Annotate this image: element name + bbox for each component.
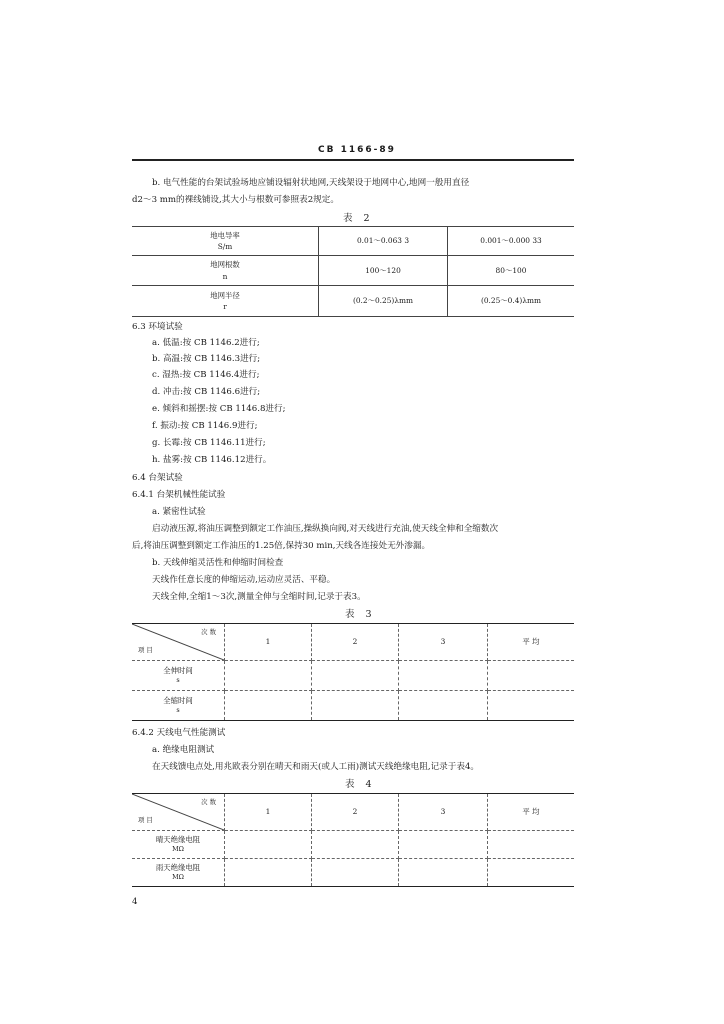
table4-row-unit: MΩ [172, 873, 184, 882]
table4-col-header: 1 [225, 794, 312, 831]
header-rule [132, 159, 574, 161]
table3-corner-bottom: 项 目 [138, 646, 153, 655]
section-6-4-2-a-line: 在天线馈电点处,用兆欧表分别在晴天和雨天(或人工雨)测试天线绝缘电阻,记录于表4。 [152, 762, 480, 772]
table3-row-unit: s [176, 676, 180, 685]
table-row [132, 794, 574, 831]
table3 [132, 623, 574, 721]
table4-corner-top: 次 数 [201, 798, 216, 806]
table3-data-cell [225, 661, 312, 691]
section-6-4-2-title: 6.4.2 天线电气性能测试 [132, 728, 226, 738]
table3-data-cell [399, 691, 488, 721]
table3-data-cell [488, 691, 575, 721]
table3-data-cell [312, 661, 399, 691]
table4-col-header: 3 [399, 794, 488, 831]
section-6-3-item-a: a. 低温:按 CB 1146.2进行; [152, 338, 260, 348]
section-6-4-1-a-line2: 后,将油压调整到额定工作油压的1.25倍,保持30 min,天线各连接处无外渗漏。 [132, 541, 431, 551]
page-number: 4 [132, 897, 138, 907]
table2-value-cell: 0.001～0.000 33 [448, 227, 575, 256]
table4-row-label-cell [132, 859, 225, 887]
table2-value-cell: 100～120 [319, 256, 448, 286]
paragraph-b-line2: d2～3 mm的裸线铺设,其大小与根数可参照表2规定。 [132, 195, 339, 205]
table-row [132, 227, 574, 256]
table4-corner-cell [132, 794, 225, 831]
table2-row-unit: n [222, 271, 228, 281]
section-6-3-item-h: h. 盐雾:按 CB 1146.12进行。 [152, 455, 272, 465]
table3-data-cell [312, 691, 399, 721]
table2-label-cell [132, 227, 319, 256]
table3-col-header: 1 [225, 624, 312, 661]
table3-row-label-cell [132, 661, 225, 691]
table3-data-cell [399, 661, 488, 691]
section-6-3-item-d: d. 冲击:按 CB 1146.6进行; [152, 387, 261, 397]
section-6-3-title: 6.3 环境试验 [132, 322, 183, 332]
table3-col-header: 平 均 [488, 624, 575, 661]
paragraph-b-line1: b. 电气性能的台架试验场地应铺设辐射状地网,天线架设于地网中心,地网一般用直径 [152, 178, 470, 188]
table4-data-cell [312, 859, 399, 887]
table4-data-cell [312, 831, 399, 859]
table-row [132, 256, 574, 286]
table3-row-label: 全缩时间 [163, 696, 193, 706]
table3-caption: 表 3 [345, 609, 376, 620]
table3-row-label: 全伸时间 [163, 666, 193, 676]
table2-row-unit: S/m [217, 242, 233, 251]
table4-row-unit: MΩ [172, 845, 184, 854]
standard-code: CB 1166-89 [318, 145, 396, 155]
table3-corner-cell [132, 624, 225, 661]
table4-row-label: 晴天绝缘电阻 [155, 835, 201, 845]
section-6-4-1-title: 6.4.1 台架机械性能试验 [132, 490, 226, 500]
table-row [132, 691, 574, 721]
section-6-4-1-b-line1: 天线作任意长度的伸缩运动,运动应灵活、平稳。 [152, 575, 336, 585]
table3-corner-top: 次 数 [201, 628, 216, 636]
table3-data-cell [488, 661, 575, 691]
table-row [132, 624, 574, 661]
table4-data-cell [225, 859, 312, 887]
table4-data-cell [225, 831, 312, 859]
table4 [132, 793, 574, 887]
table4-col-header: 平 均 [488, 794, 575, 831]
section-6-3-item-b: b. 高温:按 CB 1146.3进行; [152, 354, 261, 364]
section-6-3-item-e: e. 倾斜和摇摆:按 CB 1146.8进行; [152, 404, 286, 414]
table3-data-cell [225, 691, 312, 721]
section-6-4-1-b-line2: 天线全伸,全缩1～3次,测量全伸与全缩时间,记录于表3。 [152, 592, 366, 602]
section-6-4-1-b-title: b. 天线伸缩灵活性和伸缩时间检查 [152, 558, 284, 568]
section-6-3-item-g: g. 长霉:按 CB 1146.11进行; [152, 438, 266, 448]
section-6-4-1-a-title: a. 紧密性试验 [152, 507, 206, 517]
table2-row-label: 地电导率 [210, 230, 240, 240]
table-row [132, 286, 574, 317]
table2-caption: 表 2 [343, 213, 374, 224]
section-6-3-item-f: f. 振动:按 CB 1146.9进行; [152, 421, 258, 431]
table4-data-cell [488, 831, 575, 859]
table2-row-label: 地网半径 [210, 290, 240, 300]
table4-caption: 表 4 [345, 779, 376, 790]
table2-value-cell: (0.2～0.25)λmm [319, 286, 448, 317]
table2 [132, 226, 574, 317]
table2-value-cell: 0.01～0.063 3 [319, 227, 448, 256]
table2-row-unit: r [223, 302, 227, 311]
table3-col-header: 2 [312, 624, 399, 661]
section-6-4-2-a-title: a. 绝缘电阻测试 [152, 745, 215, 755]
table2-row-label: 地网根数 [210, 260, 240, 270]
table4-row-label-cell [132, 831, 225, 859]
table3-row-unit: s [176, 706, 180, 715]
table4-corner-bottom: 项 目 [138, 816, 153, 825]
section-6-3-item-c: c. 湿热:按 CB 1146.4进行; [152, 370, 260, 380]
table4-data-cell [488, 859, 575, 887]
section-6-4-title: 6.4 台架试验 [132, 473, 183, 483]
table-row [132, 661, 574, 691]
table4-data-cell [399, 831, 488, 859]
table2-value-cell: 80～100 [448, 256, 575, 286]
table4-row-label: 雨天绝缘电阻 [155, 863, 201, 873]
table-row [132, 859, 574, 887]
table2-label-cell [132, 286, 319, 317]
table2-value-cell: (0.25～0.4)λmm [448, 286, 575, 317]
table3-row-label-cell [132, 691, 225, 721]
table2-label-cell [132, 256, 319, 286]
section-6-4-1-a-line1: 启动液压源,将油压调整到额定工作油压,操纵换向阀,对天线进行充油,使天线全伸和全缩数次 [152, 524, 499, 534]
table4-data-cell [399, 859, 488, 887]
table3-col-header: 3 [399, 624, 488, 661]
table-row [132, 831, 574, 859]
table4-col-header: 2 [312, 794, 399, 831]
